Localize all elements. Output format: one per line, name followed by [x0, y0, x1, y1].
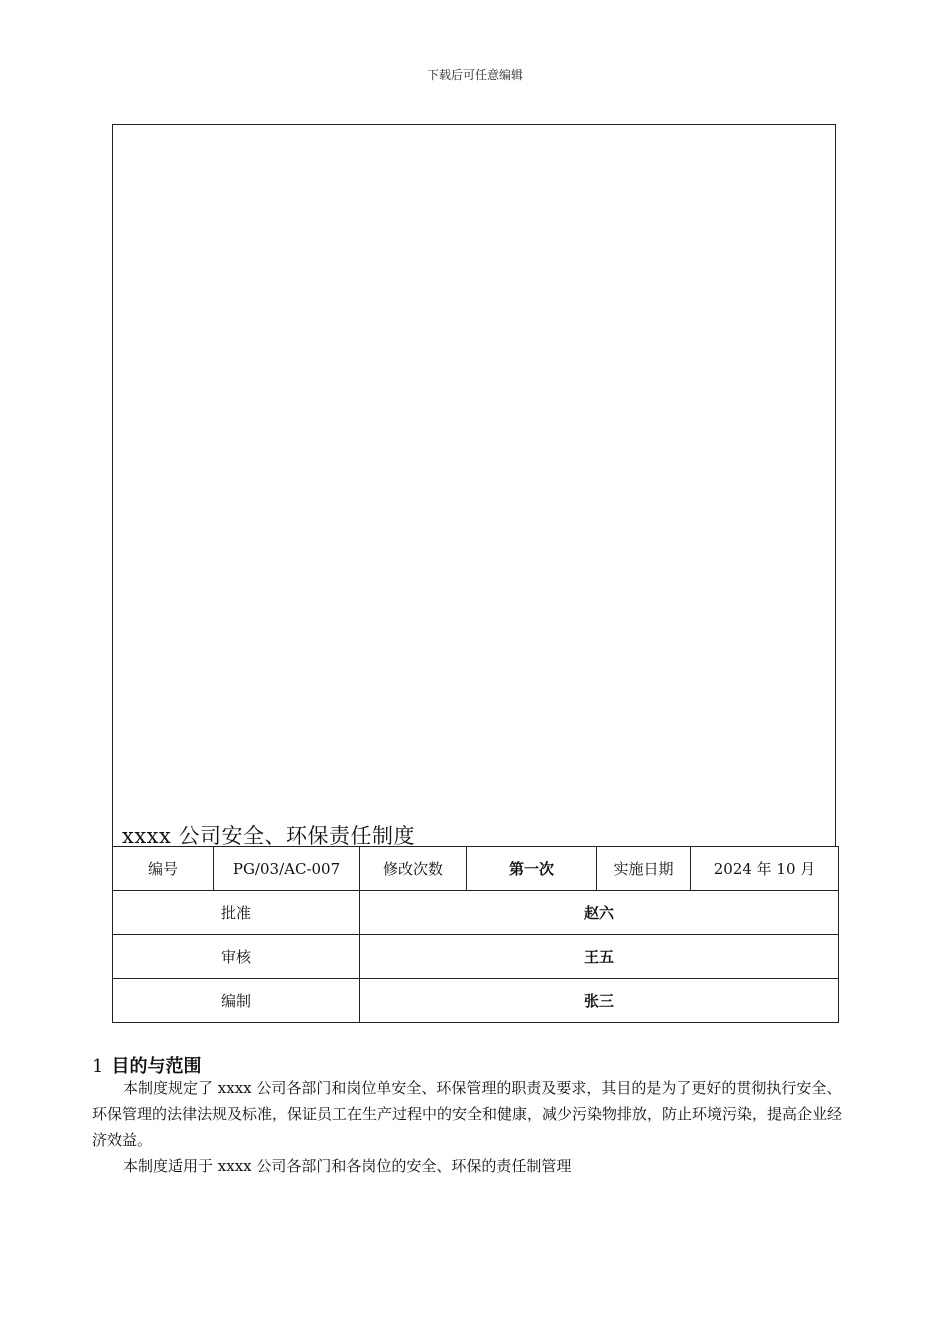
- date-value: 2024 年 10 月: [691, 847, 839, 891]
- info-row-code: [113, 847, 839, 891]
- cover-frame: [112, 124, 836, 846]
- info-row-review: [113, 935, 839, 979]
- code-label: 编号: [113, 847, 214, 891]
- prepare-label: 编制: [113, 979, 360, 1023]
- date-label: 实施日期: [597, 847, 691, 891]
- section-body: [92, 1075, 854, 1179]
- revision-label: 修改次数: [360, 847, 467, 891]
- section-title: 目的与范围: [111, 1056, 202, 1077]
- paragraph-scope: 本制度适用于 xxxx 公司各部门和各岗位的安全、环保的责任制管理: [123, 1157, 572, 1175]
- header-note: 下载后可任意编辑: [426, 68, 523, 82]
- prepare-value: 张三: [360, 979, 839, 1023]
- revision-value: 第一次: [467, 847, 597, 891]
- review-value: 王五: [360, 935, 839, 979]
- approve-label: 批准: [113, 891, 360, 935]
- info-row-approve: [113, 891, 839, 935]
- code-value: PG/03/AC-007: [214, 847, 360, 891]
- document-info-table: [112, 846, 839, 1023]
- review-label: 审核: [113, 935, 360, 979]
- info-row-prepare: [113, 979, 839, 1023]
- approve-value: 赵六: [360, 891, 839, 935]
- document-title: xxxx 公司安全、环保责任制度: [122, 824, 416, 848]
- paragraph-purpose: 本制度规定了 xxxx 公司各部门和岗位单安全、环保管理的职责及要求，其目的是为了更好的贯彻执行安全、环保管理的法律法规及标准，保证员工在生产过程中的安全和健康，减少污染物排放，防止环境污染，提高企业经济效益。: [92, 1079, 843, 1149]
- section-number: 1: [92, 1056, 104, 1077]
